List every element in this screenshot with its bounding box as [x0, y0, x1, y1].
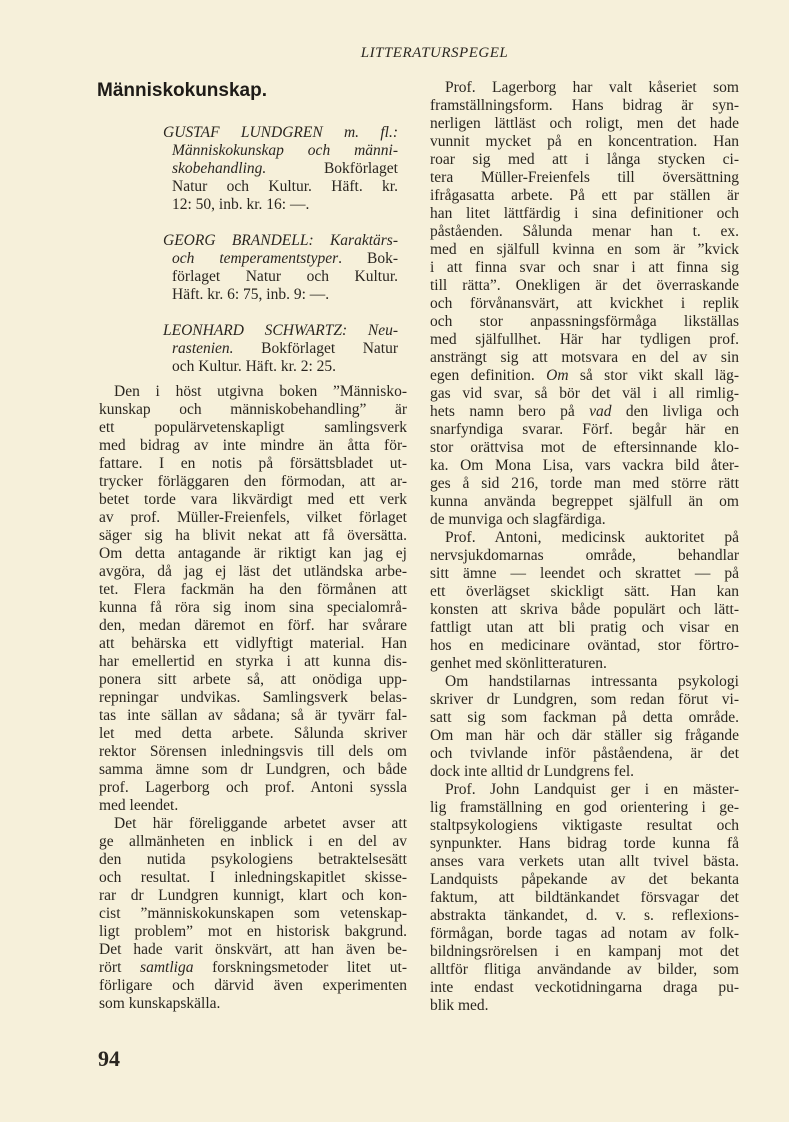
text-line: [430, 277, 739, 295]
paragraph: [99, 383, 407, 815]
text-line: [430, 439, 739, 457]
italic-text: Människokunskap och männi-: [172, 142, 398, 159]
text: stor orättvisa mot de eftersinnande klo-: [430, 439, 739, 456]
text-line: [163, 142, 398, 160]
text-line: [430, 997, 739, 1015]
text: let med detta arbete. Sålunda skriver: [99, 725, 407, 742]
text: bildningsrörelsen i en kampanj mot det: [430, 943, 739, 960]
text-line: [430, 313, 739, 331]
text-line: [430, 871, 739, 889]
text-line: [430, 97, 739, 115]
text: 12: 50, inb. kr. 16: —.: [172, 196, 310, 213]
text: Om man här och där ställer sig frågande: [430, 727, 739, 744]
text-line: [430, 673, 739, 691]
text: med en själfull kvinna en som är ”kvick: [430, 241, 739, 258]
text: Det hade varit önskvärt, att han även be-: [99, 941, 407, 958]
text: att behärska ett vidlyftigt material. Han: [99, 635, 407, 652]
italic-text: skobehandling.: [172, 160, 267, 177]
italic-text: rastenien.: [172, 340, 234, 357]
text-line: [99, 383, 407, 401]
text-line: [99, 617, 407, 635]
text-line: [99, 779, 407, 797]
right-column-body: [430, 79, 739, 1015]
text: Landquists påpekande av det bekanta: [430, 871, 739, 888]
text-line: [430, 889, 739, 907]
text-line: [430, 493, 739, 511]
text-line: [430, 979, 739, 997]
text-line: [99, 707, 407, 725]
text: ett populärvetenskapligt samlingsverk: [99, 419, 407, 436]
text: Häft. kr. 6: 75, inb. 9: —.: [172, 286, 330, 303]
text: fattare. I en notis på försättsbladet ut-: [99, 455, 407, 472]
text-line: [430, 511, 739, 529]
text: forskningsmetoder litet ut-: [193, 959, 407, 976]
text-line: [430, 151, 739, 169]
text-line: [99, 491, 407, 509]
text-line: [430, 457, 739, 475]
text: abstrakta tänkandet, d. v. s. reflexions-: [430, 907, 739, 924]
text-line: [430, 907, 739, 925]
text: dock inte alltid dr Lundgrens fel.: [430, 763, 635, 780]
text: påståenden. Sålunda menar han t. ex.: [430, 223, 739, 240]
text-line: [163, 340, 398, 358]
text: snarfyndiga svarar. Förf. begår här en: [430, 421, 739, 438]
text-line: [430, 169, 739, 187]
text-line: [430, 709, 739, 727]
text: till rätta”. Onekligen är det överraskande: [430, 277, 739, 294]
text: förligare och därvid även experimenten: [99, 977, 407, 994]
text: prof. Lagerborg och prof. Antoni syssla: [99, 779, 407, 796]
text: tet. Flera fackmän ha den förmånen att: [99, 581, 407, 598]
italic-text: GUSTAF LUNDGREN m. fl.:: [163, 124, 398, 141]
text-line: [430, 925, 739, 943]
text: sitt ämne — leendet och skrattet — på: [430, 565, 739, 582]
text-line: [430, 691, 739, 709]
text: och stor anpassningsförmåga likställas: [430, 313, 739, 330]
text-line: [99, 887, 407, 905]
text: Den i höst utgivna boken ”Människo-: [114, 383, 407, 400]
text: konsten att skriva både populärt och lätt-: [430, 601, 739, 618]
text: har emellertid en styrka i att kunna dis-: [99, 653, 407, 670]
text: samma ämne som dr Lundgren, och både: [99, 761, 407, 778]
text-line: [99, 635, 407, 653]
text-line: [430, 745, 739, 763]
text: rört: [99, 959, 141, 976]
text-line: [99, 509, 407, 527]
text-line: [430, 961, 739, 979]
paragraph: [430, 79, 739, 529]
text-line: [430, 421, 739, 439]
text: satt sig som fackman på detta område.: [430, 709, 739, 726]
italic-text: och temperamentstyper: [172, 250, 339, 267]
text-line: [99, 743, 407, 761]
text: staltpsykologiens viktigaste resultat och: [430, 817, 739, 834]
text: och tvivlande inför påståendena, är det: [430, 745, 739, 762]
text-line: [163, 268, 398, 286]
text-line: [430, 583, 739, 601]
text-line: [430, 385, 739, 403]
bibliography-entry: [163, 322, 398, 376]
text-line: [99, 941, 407, 959]
text-line: [99, 527, 407, 545]
text-line: [99, 581, 407, 599]
text-line: [430, 295, 739, 313]
text: med själfullhet. Här har tydligen prof.: [430, 331, 739, 348]
text: framställningsform. Hans bidrag är syn-: [430, 97, 739, 114]
text: ifrågasatta arbete. På ett par ställen är: [430, 187, 739, 204]
text: säger sig ha blivit nekat att få översätta.: [99, 527, 407, 544]
text-line: [430, 565, 739, 583]
italic-text: vad: [589, 403, 612, 420]
text: i att finna svar och snar i att finna sig: [430, 259, 739, 276]
text: skriver dr Lundgren, som redan förut vi-: [430, 691, 739, 708]
text-line: [99, 563, 407, 581]
text-line: [163, 250, 398, 268]
text-line: [430, 619, 739, 637]
text-line: [430, 133, 739, 151]
text: inte endast veckotidningarna draga pu-: [430, 979, 739, 996]
text: som kunskapskälla.: [99, 995, 221, 1012]
text-line: [99, 977, 407, 995]
text: och resultat. I inledningskapitlet skisse-: [99, 869, 407, 886]
text-line: [99, 959, 407, 977]
text: ett överlägset skickligt sätt. Han kan: [430, 583, 739, 600]
text-line: [430, 763, 739, 781]
text-line: [430, 835, 739, 853]
text: Om handstilarnas intressanta psykologi: [445, 673, 739, 690]
text: egen definition.: [430, 367, 547, 384]
text: hets namn bero på: [430, 403, 590, 420]
paragraph: [99, 815, 407, 1013]
text-line: [99, 923, 407, 941]
text-line: [430, 547, 739, 565]
bibliography-list: [163, 124, 398, 394]
text: Prof. John Landquist ger i en mäster-: [445, 781, 739, 798]
text-line: [99, 689, 407, 707]
text: vunnit mycket på en koncentration. Han: [430, 133, 739, 150]
text: kunskap och människobehandling” är: [99, 401, 407, 418]
text-line: [430, 943, 739, 961]
text-line: [99, 599, 407, 617]
text-line: [430, 331, 739, 349]
text: rar dr Lundgren kunnigt, klart och kon-: [99, 887, 407, 904]
text-line: [99, 455, 407, 473]
text: och förvånansvärt, att kvickhet i replik: [430, 295, 739, 312]
text-line: [99, 437, 407, 455]
text: ka. Om Mona Lisa, vars vackra bild åter-: [430, 457, 739, 474]
text: ge allmänheten en inblick i en del av: [99, 833, 407, 850]
text-line: [163, 358, 398, 376]
text-line: [430, 637, 739, 655]
text: repningar undvikas. Samlingsverk belas-: [99, 689, 407, 706]
text-line: [430, 781, 739, 799]
bibliography-entry: [163, 124, 398, 214]
text: fattligt utan att bli pratig och visar en: [430, 619, 739, 636]
text: den, medan däremot en förf. har svårare: [99, 617, 407, 634]
text: den livliga och: [611, 403, 739, 420]
text-line: [163, 322, 398, 340]
page-number: 94: [98, 1046, 120, 1071]
text: Prof. Lagerborg har valt kåseriet som: [445, 79, 739, 96]
text-line: [99, 869, 407, 887]
text: nerligen lättläst och roligt, men det hade: [430, 115, 739, 132]
text-line: [99, 995, 407, 1013]
text: avgöra, då jag ej läst det utländska arbe-: [99, 563, 407, 580]
paragraph: [430, 529, 739, 673]
text-line: [430, 799, 739, 817]
text: Bokförlaget: [266, 160, 398, 177]
text-line: [163, 124, 398, 142]
text: kunna få röra sig inom sina specialområ-: [99, 599, 407, 616]
text-line: [430, 817, 739, 835]
text: så stor vikt skall läg-: [568, 367, 739, 384]
text: roar sig med att i långa stycken ci-: [430, 151, 739, 168]
text: de munviga och slagfärdiga.: [430, 511, 606, 528]
text: ligt problem” mot en historisk bakgrund.: [99, 923, 407, 940]
text: ponera sitt arbete så, att onödiga upp-: [99, 671, 407, 688]
text: alltför flitiga användande av bilder, som: [430, 961, 739, 978]
text: och Kultur. Häft. kr. 2: 25.: [172, 358, 337, 375]
text-line: [163, 196, 398, 214]
text-line: [430, 601, 739, 619]
text: ges å sid 216, torde man med större rätt: [430, 475, 739, 492]
text: kunna använda begreppet själfull än om: [430, 493, 739, 510]
text: Om detta antagande är riktigt kan jag ej: [99, 545, 407, 562]
text: tas inte sällan av sådana; så är tyvärr fal-: [99, 707, 407, 724]
text-line: [430, 529, 739, 547]
text: den nutida psykologiens betraktelsesätt: [99, 851, 407, 868]
text-line: [430, 241, 739, 259]
text-line: [430, 655, 739, 673]
section-title: Människokunskap.: [97, 80, 267, 101]
text: synpunkter. Hans bidrag torde kunna få: [430, 835, 739, 852]
text: förmågan, borde tagas ad notam av folk-: [430, 925, 739, 942]
text-line: [430, 727, 739, 745]
text-line: [430, 205, 739, 223]
text-line: [99, 833, 407, 851]
text: rektor Sörensen inledningsvis till dels om: [99, 743, 407, 760]
text: hos en medicinare oväntad, stor förtro-: [430, 637, 739, 654]
bibliography-entry: [163, 232, 398, 304]
text-line: [430, 115, 739, 133]
text-line: [430, 853, 739, 871]
italic-text: GEORG BRANDELL: Karaktärs-: [163, 232, 398, 249]
text-line: [99, 473, 407, 491]
left-column-body: [99, 383, 407, 1013]
text: av prof. Müller-Freienfels, vilket förlaget: [99, 509, 407, 526]
text: förlaget Natur och Kultur.: [172, 268, 398, 285]
text-line: [99, 815, 407, 833]
text: med bidrag av inte mindre än åtta för-: [99, 437, 407, 454]
text-line: [99, 851, 407, 869]
text-line: [163, 232, 398, 250]
text-line: [163, 160, 398, 178]
text-line: [99, 401, 407, 419]
text-line: [99, 671, 407, 689]
text: . Bok-: [338, 250, 398, 267]
text: gas vid svar, så bör det väl i all rimlig-: [430, 385, 739, 402]
text: lig framställning en god orientering i ge-: [430, 799, 739, 816]
text: anses vara verkets utan allt tvivel bästa.: [430, 853, 739, 870]
text-line: [99, 797, 407, 815]
text-line: [430, 259, 739, 277]
text-line: [430, 79, 739, 97]
text-line: [99, 761, 407, 779]
text-line: [99, 905, 407, 923]
text: ansträngt sig att motsvara en del av sin: [430, 349, 739, 366]
text-line: [430, 367, 739, 385]
text-line: [99, 545, 407, 563]
text: blik med.: [430, 997, 489, 1014]
text: han litet lättfärdig i sina definitioner och: [430, 205, 739, 222]
text: betet torde vara likvärdigt med ett verk: [99, 491, 407, 508]
text-line: [430, 349, 739, 367]
paragraph: [430, 673, 739, 781]
text: med leendet.: [99, 797, 179, 814]
text: Det här föreliggande arbetet avser att: [114, 815, 407, 832]
text-line: [163, 178, 398, 196]
text-line: [430, 187, 739, 205]
italic-text: samtliga: [140, 959, 194, 976]
text: Bokförlaget Natur: [233, 340, 398, 357]
text: Natur och Kultur. Häft. kr.: [172, 178, 398, 195]
italic-text: Om: [546, 367, 569, 384]
text: genhet med skönlitteraturen.: [430, 655, 607, 672]
text: nervsjukdomarnas område, behandlar: [430, 547, 739, 564]
text-line: [430, 403, 739, 421]
text-line: [430, 475, 739, 493]
text: cist ”människokunskapen som vetenskap-: [99, 905, 407, 922]
italic-text: LEONHARD SCHWARTZ: Neu-: [163, 322, 398, 339]
text-line: [99, 419, 407, 437]
text: tera Müller-Freienfels till översättning: [430, 169, 739, 186]
paragraph: [430, 781, 739, 1015]
text-line: [99, 725, 407, 743]
text: Prof. Antoni, medicinsk auktoritet på: [445, 529, 739, 546]
text: trycker förläggaren den förmodan, att ar-: [99, 473, 407, 490]
text-line: [99, 653, 407, 671]
text-line: [430, 223, 739, 241]
text: faktum, att bildtänkandet försvagar det: [430, 889, 739, 906]
running-header: LITTERATURSPEGEL: [360, 45, 509, 61]
text-line: [163, 286, 398, 304]
